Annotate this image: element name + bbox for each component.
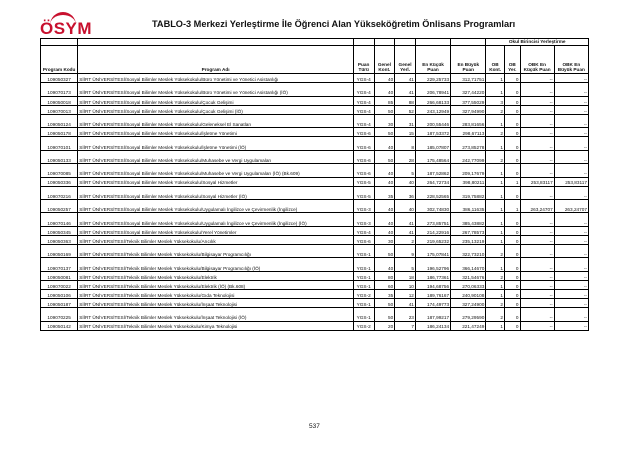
cell-genel-kont: 50 (374, 150, 395, 163)
cell-ob-yer: 0 (505, 150, 521, 163)
cell-ob-kont: 2 (486, 128, 505, 137)
cell-program-kodu: 109070022 (41, 280, 78, 289)
cell-obk-en-kucuk: -- (520, 289, 554, 298)
cell-obk-en-buyuk: -- (554, 150, 588, 163)
cell-obk-en-kucuk: 253,83117 (520, 177, 554, 186)
cell-en-buyuk-puan: 221,47249 (451, 321, 486, 330)
cell-puan-turu: YGS-3 (353, 200, 374, 213)
cell-en-kucuk-puan: 214,22916 (415, 226, 450, 235)
cell-ob-kont: 1 (486, 186, 505, 199)
cell-ob-yer: 0 (505, 83, 521, 96)
cell-ob-kont: 1 (486, 235, 505, 244)
cell-obk-en-kucuk: -- (520, 74, 554, 83)
cell-ob-kont: 3 (486, 96, 505, 105)
cell-en-kucuk-puan: 187,99217 (415, 308, 450, 321)
cell-puan-turu: YGS-4 (353, 83, 374, 96)
cell-obk-en-buyuk: -- (554, 164, 588, 177)
cell-en-buyuk-puan: 327,44220 (451, 83, 486, 96)
header-obk-en-kucuk: OBK En Küçük Puan (520, 46, 554, 74)
cell-obk-en-buyuk: -- (554, 321, 588, 330)
cell-ob-yer: 0 (505, 271, 521, 280)
cell-program-adi: SİİRT ÜNİVERSİTESİ/Teknik Bilimler Meslek Yüksekokulu/Kimya Teknolojisi (78, 321, 354, 330)
table-row (41, 280, 589, 289)
cell-genel-kont: 40 (374, 200, 395, 213)
cell-program-kodu: 109070101 (41, 137, 78, 150)
cell-genel-yerl: 9 (395, 244, 416, 257)
cell-ob-kont: 1 (486, 177, 505, 186)
table-row (41, 150, 589, 163)
cell-en-kucuk-puan: 228,52565 (415, 186, 450, 199)
cell-obk-en-kucuk: -- (520, 299, 554, 308)
cell-obk-en-buyuk: -- (554, 258, 588, 271)
cell-genel-yerl: 12 (395, 289, 416, 298)
cell-obk-en-buyuk: -- (554, 105, 588, 114)
cell-program-adi: SİİRT ÜNİVERSİTESİ/Sosyal Bilimler Meslek Yüksekokulu/Muhasebe ve Vergi Uygulamaları (78, 150, 354, 163)
cell-puan-turu: YGS-1 (353, 308, 374, 321)
cell-en-kucuk-puan: 196,52796 (415, 258, 450, 271)
cell-ob-yer: 0 (505, 105, 521, 114)
cell-puan-turu: YGS-6 (353, 150, 374, 163)
cell-genel-yerl: 41 (395, 83, 416, 96)
cell-en-buyuk-puan: 279,29590 (451, 308, 486, 321)
cell-en-kucuk-puan: 206,78941 (415, 83, 450, 96)
cell-obk-en-buyuk: -- (554, 235, 588, 244)
cell-genel-yerl: 36 (395, 186, 416, 199)
cell-ob-yer: 0 (505, 164, 521, 177)
cell-puan-turu: YGS-2 (353, 321, 374, 330)
cell-ob-yer: 0 (505, 96, 521, 105)
cell-en-kucuk-puan: 186,24134 (415, 321, 450, 330)
cell-program-kodu: 109070146 (41, 213, 78, 226)
cell-puan-turu: YGS-6 (353, 128, 374, 137)
cell-en-buyuk-puan: 319,75882 (451, 186, 486, 199)
cell-en-kucuk-puan: 302,74830 (415, 200, 450, 213)
cell-program-kodu: 109070173 (41, 83, 78, 96)
table-row (41, 321, 589, 330)
cell-program-kodu: 109050345 (41, 226, 78, 235)
cell-program-kodu: 109050124 (41, 114, 78, 127)
cell-genel-kont: 50 (374, 105, 395, 114)
cell-program-adi: SİİRT ÜNİVERSİTESİ/Teknik Bilimler Meslek Yüksekokulu/İnşaat Teknolojisi (İÖ) (78, 308, 354, 321)
cell-en-kucuk-puan: 185,07807 (415, 137, 450, 150)
cell-en-kucuk-puan: 187,52862 (415, 164, 450, 177)
cell-en-kucuk-puan: 194,68756 (415, 280, 450, 289)
header-genel-yerl: Genel Yerl. (395, 46, 416, 74)
cell-program-adi: SİİRT ÜNİVERSİTESİ/Teknik Bilimler Meslek Yüksekokulu/Elektrik (İÖ) (Bk.608) (78, 280, 354, 289)
cell-program-kodu: 109050133 (41, 150, 78, 163)
table-row (41, 299, 589, 308)
cell-obk-en-buyuk: -- (554, 83, 588, 96)
cell-program-adi: SİİRT ÜNİVERSİTESİ/Teknik Bilimler Meslek Yüksekokulu/Bilgisayar Programcılığı (İÖ) (78, 258, 354, 271)
cell-en-kucuk-puan: 175,07841 (415, 244, 450, 257)
page-title: TABLO-3 Merkezi Yerleştirme İle Öğrenci Alan Yükseköğretim Önlisans Programları (152, 19, 516, 29)
cell-ob-yer: 0 (505, 235, 521, 244)
logo-text: ÖSYM (40, 19, 93, 38)
cell-program-adi: SİİRT ÜNİVERSİTESİ/Sosyal Bilimler Meslek Yüksekokulu/Muhasebe ve Vergi Uygulamaları (İÖ) (Bk.609) (78, 164, 354, 177)
cell-puan-turu: YGS-5 (353, 186, 374, 199)
cell-en-buyuk-puan: 273,85278 (451, 137, 486, 150)
cell-ob-yer: 0 (505, 186, 521, 199)
cell-obk-en-buyuk: 263,24707 (554, 200, 588, 213)
header-en-buyuk-puan: En Büyük Puan (451, 46, 486, 74)
cell-program-adi: SİİRT ÜNİVERSİTESİ/Teknik Bilimler Meslek Yüksekokulu/İnşaat Teknolojisi (78, 299, 354, 308)
cell-ob-kont: 2 (486, 271, 505, 280)
cell-ob-yer: 0 (505, 128, 521, 137)
cell-ob-kont: 2 (486, 244, 505, 257)
table-row (41, 308, 589, 321)
cell-en-buyuk-puan: 267,78573 (451, 226, 486, 235)
cell-program-adi: SİİRT ÜNİVERSİTESİ/Teknik Bilimler Meslek Yüksekokulu/Elektrik (78, 271, 354, 280)
cell-genel-kont: 60 (374, 280, 395, 289)
cell-obk-en-kucuk: -- (520, 105, 554, 114)
header-en-kucuk-puan: En Küçük Puan (415, 46, 450, 74)
cell-genel-kont: 40 (374, 74, 395, 83)
cell-obk-en-buyuk: -- (554, 289, 588, 298)
table-row (41, 226, 589, 235)
cell-genel-yerl: 5 (395, 258, 416, 271)
table-row (41, 289, 589, 298)
cell-ob-kont: 2 (486, 308, 505, 321)
cell-ob-yer: 0 (505, 258, 521, 271)
cell-puan-turu: YGS-4 (353, 74, 374, 83)
table-row (41, 96, 589, 105)
cell-program-adi: SİİRT ÜNİVERSİTESİ/Sosyal Bilimler Meslek Yüksekokulu/Sosyal Hizmetler (İÖ) (78, 186, 354, 199)
cell-en-buyuk-puan: 386,11635 (451, 200, 486, 213)
table-row (41, 164, 589, 177)
cell-en-kucuk-puan: 175,48564 (415, 150, 450, 163)
group-header-okul-birincisi: Okul Birincisi Yerleştirme (486, 39, 589, 46)
cell-ob-yer: 0 (505, 213, 521, 226)
page-number: 537 (309, 423, 320, 430)
cell-puan-turu: YGS-4 (353, 105, 374, 114)
cell-ob-yer: 1 (505, 200, 521, 213)
cell-puan-turu: YGS-6 (353, 137, 374, 150)
cell-obk-en-buyuk: -- (554, 308, 588, 321)
cell-genel-yerl: 8 (395, 137, 416, 150)
cell-obk-en-kucuk: -- (520, 114, 554, 127)
cell-obk-en-kucuk: -- (520, 137, 554, 150)
cell-puan-turu: YGS-5 (353, 177, 374, 186)
cell-program-kodu: 109070216 (41, 186, 78, 199)
cell-genel-kont: 30 (374, 114, 395, 127)
cell-obk-en-buyuk: -- (554, 186, 588, 199)
cell-obk-en-kucuk: -- (520, 186, 554, 199)
cell-program-adi: SİİRT ÜNİVERSİTESİ/Sosyal Bilimler Meslek Yüksekokulu/Uygulamalı İngilizce ve Çevirmenlik (İngilizce) (78, 200, 354, 213)
cell-obk-en-kucuk: -- (520, 213, 554, 226)
cell-ob-kont: 1 (486, 137, 505, 150)
table-body (41, 74, 589, 330)
cell-ob-yer: 0 (505, 280, 521, 289)
cell-genel-kont: 80 (374, 271, 395, 280)
cell-program-kodu: 109050327 (41, 74, 78, 83)
cell-obk-en-kucuk: 263,24707 (520, 200, 554, 213)
cell-en-kucuk-puan: 174,49773 (415, 299, 450, 308)
cell-genel-yerl: 2 (395, 235, 416, 244)
cell-ob-kont: 1 (486, 200, 505, 213)
header-ob-kont: OB Kont. (486, 46, 505, 74)
cell-genel-kont: 40 (374, 213, 395, 226)
cell-en-buyuk-puan: 321,54676 (451, 271, 486, 280)
cell-program-kodu: 109050142 (41, 321, 78, 330)
cell-en-kucuk-puan: 243,12949 (415, 105, 450, 114)
cell-en-buyuk-puan: 385,43882 (451, 213, 486, 226)
cell-puan-turu: YGS-2 (353, 289, 374, 298)
cell-puan-turu: YGS-4 (353, 96, 374, 105)
header-puan-turu: Puan Türü (353, 46, 374, 74)
cell-genel-kont: 50 (374, 244, 395, 257)
cell-puan-turu: YGS-4 (353, 114, 374, 127)
cell-en-buyuk-puan: 298,67113 (451, 128, 486, 137)
cell-puan-turu: YGS-4 (353, 226, 374, 235)
cell-genel-yerl: 41 (395, 299, 416, 308)
cell-ob-kont: 1 (486, 258, 505, 271)
cell-obk-en-buyuk: -- (554, 128, 588, 137)
cell-obk-en-kucuk: -- (520, 128, 554, 137)
cell-en-kucuk-puan: 273,85751 (415, 213, 450, 226)
group-header-row (41, 39, 589, 46)
table-row (41, 114, 589, 127)
cell-ob-kont: 2 (486, 299, 505, 308)
cell-program-adi: SİİRT ÜNİVERSİTESİ/Sosyal Bilimler Meslek Yüksekokulu/Geleneksel El Sanatları (78, 114, 354, 127)
cell-program-kodu: 109050081 (41, 271, 78, 280)
cell-puan-turu: YGS-6 (353, 164, 374, 177)
cell-ob-kont: 1 (486, 226, 505, 235)
header-ob-yer: OB Yer. (505, 46, 521, 74)
cell-obk-en-buyuk: -- (554, 280, 588, 289)
cell-ob-kont: 1 (486, 164, 505, 177)
cell-program-kodu: 109050169 (41, 244, 78, 257)
cell-en-buyuk-puan: 235,13219 (451, 235, 486, 244)
programs-table (40, 38, 589, 331)
cell-en-kucuk-puan: 229,25733 (415, 74, 450, 83)
cell-en-kucuk-puan: 189,76167 (415, 289, 450, 298)
cell-program-adi: SİİRT ÜNİVERSİTESİ/Sosyal Bilimler Meslek Yüksekokulu/Yerel Yönetimler (78, 226, 354, 235)
cell-genel-yerl: 52 (395, 105, 416, 114)
cell-obk-en-buyuk: -- (554, 74, 588, 83)
cell-puan-turu: YGS-3 (353, 213, 374, 226)
cell-ob-yer: 0 (505, 74, 521, 83)
cell-program-adi: SİİRT ÜNİVERSİTESİ/Sosyal Bilimler Meslek Yüksekokulu/Uygulamalı İngilizce ve Çevirmenlik (İngilizce) (İÖ) (78, 213, 354, 226)
cell-obk-en-buyuk: -- (554, 96, 588, 105)
cell-program-kodu: 109050178 (41, 128, 78, 137)
cell-puan-turu: YGS-1 (353, 280, 374, 289)
cell-program-kodu: 109070225 (41, 308, 78, 321)
cell-genel-yerl: 18 (395, 271, 416, 280)
cell-en-buyuk-puan: 327,24900 (451, 299, 486, 308)
cell-en-buyuk-puan: 377,55029 (451, 96, 486, 105)
cell-obk-en-kucuk: -- (520, 271, 554, 280)
cell-en-kucuk-puan: 186,77361 (415, 271, 450, 280)
table-row (41, 177, 589, 186)
cell-en-buyuk-puan: 240,90108 (451, 289, 486, 298)
header-obk-en-buyuk: OBK En Büyük Puan (554, 46, 588, 74)
cell-ob-yer: 0 (505, 308, 521, 321)
header-program-kodu: Program Kodu (41, 46, 78, 74)
table-row (41, 137, 589, 150)
cell-en-kucuk-puan: 187,53372 (415, 128, 450, 137)
cell-genel-kont: 50 (374, 128, 395, 137)
cell-obk-en-kucuk: -- (520, 258, 554, 271)
table-row (41, 128, 589, 137)
cell-program-kodu: 109050363 (41, 235, 78, 244)
cell-genel-kont: 40 (374, 177, 395, 186)
cell-program-adi: SİİRT ÜNİVERSİTESİ/Teknik Bilimler Meslek Yüksekokulu/Gıda Teknolojisi (78, 289, 354, 298)
cell-program-adi: SİİRT ÜNİVERSİTESİ/Sosyal Bilimler Meslek Yüksekokulu/İşletme Yönetimi (İÖ) (78, 137, 354, 150)
cell-obk-en-buyuk: -- (554, 271, 588, 280)
column-header-row (41, 46, 589, 74)
cell-obk-en-kucuk: -- (520, 244, 554, 257)
cell-program-kodu: 109070013 (41, 105, 78, 114)
cell-program-adi: SİİRT ÜNİVERSİTESİ/Sosyal Bilimler Meslek Yüksekokulu/Büro Yönetimi ve Yönetici Asistanlığı (78, 74, 354, 83)
cell-puan-turu: YGS-1 (353, 271, 374, 280)
cell-en-buyuk-puan: 322,73210 (451, 244, 486, 257)
cell-genel-kont: 40 (374, 164, 395, 177)
cell-program-adi: SİİRT ÜNİVERSİTESİ/Teknik Bilimler Meslek Yüksekokulu/Bilgisayar Programcılığı (78, 244, 354, 257)
cell-program-adi: SİİRT ÜNİVERSİTESİ/Sosyal Bilimler Meslek Yüksekokulu/Çocuk Gelişimi (78, 96, 354, 105)
cell-puan-turu: YGS-1 (353, 299, 374, 308)
cell-genel-kont: 85 (374, 96, 395, 105)
cell-genel-yerl: 7 (395, 321, 416, 330)
cell-obk-en-buyuk: -- (554, 299, 588, 308)
cell-en-buyuk-puan: 242,77099 (451, 150, 486, 163)
cell-ob-kont: 1 (486, 280, 505, 289)
cell-genel-kont: 40 (374, 226, 395, 235)
cell-program-kodu: 109070085 (41, 164, 78, 177)
cell-ob-kont: 1 (486, 74, 505, 83)
cell-ob-kont: 1 (486, 321, 505, 330)
cell-obk-en-buyuk: -- (554, 137, 588, 150)
cell-en-buyuk-puan: 209,17679 (451, 164, 486, 177)
cell-genel-yerl: 23 (395, 308, 416, 321)
cell-program-adi: SİİRT ÜNİVERSİTESİ/Teknik Bilimler Meslek Yüksekokulu/Arıcılık (78, 235, 354, 244)
cell-genel-yerl: 28 (395, 150, 416, 163)
cell-genel-yerl: 41 (395, 226, 416, 235)
cell-genel-yerl: 41 (395, 213, 416, 226)
cell-ob-yer: 0 (505, 299, 521, 308)
table-row (41, 186, 589, 199)
cell-obk-en-buyuk: -- (554, 244, 588, 257)
cell-program-kodu: 109050018 (41, 96, 78, 105)
cell-en-buyuk-puan: 398,80211 (451, 177, 486, 186)
cell-program-kodu: 109070137 (41, 258, 78, 271)
cell-program-kodu: 109050257 (41, 200, 78, 213)
table-row (41, 200, 589, 213)
cell-en-kucuk-puan: 219,65232 (415, 235, 450, 244)
cell-en-kucuk-puan: 264,72734 (415, 177, 450, 186)
table-row (41, 74, 589, 83)
cell-obk-en-buyuk: -- (554, 213, 588, 226)
cell-program-adi: SİİRT ÜNİVERSİTESİ/Sosyal Bilimler Meslek Yüksekokulu/Büro Yönetimi ve Yönetici Asistanlığı (İÖ) (78, 83, 354, 96)
cell-genel-yerl: 5 (395, 164, 416, 177)
cell-obk-en-buyuk: -- (554, 114, 588, 127)
cell-program-kodu: 109050336 (41, 177, 78, 186)
cell-ob-yer: 0 (505, 137, 521, 150)
cell-genel-kont: 35 (374, 289, 395, 298)
cell-program-adi: SİİRT ÜNİVERSİTESİ/Sosyal Bilimler Meslek Yüksekokulu/Sosyal Hizmetler (78, 177, 354, 186)
cell-ob-yer: 0 (505, 114, 521, 127)
cell-ob-yer: 0 (505, 289, 521, 298)
cell-obk-en-kucuk: -- (520, 308, 554, 321)
cell-obk-en-kucuk: -- (520, 164, 554, 177)
cell-program-adi: SİİRT ÜNİVERSİTESİ/Sosyal Bilimler Meslek Yüksekokulu/Çocuk Gelişimi (İÖ) (78, 105, 354, 114)
cell-ob-yer: 1 (505, 177, 521, 186)
cell-obk-en-kucuk: -- (520, 235, 554, 244)
cell-en-kucuk-puan: 200,55446 (415, 114, 450, 127)
table-row (41, 244, 589, 257)
cell-genel-kont: 40 (374, 137, 395, 150)
cell-obk-en-kucuk: -- (520, 321, 554, 330)
cell-ob-kont: 1 (486, 213, 505, 226)
cell-en-buyuk-puan: 283,81656 (451, 114, 486, 127)
table-row (41, 235, 589, 244)
cell-puan-turu: YGS-1 (353, 258, 374, 271)
cell-ob-yer: 0 (505, 321, 521, 330)
table-row (41, 83, 589, 96)
osym-logo (40, 12, 100, 40)
cell-ob-kont: 1 (486, 114, 505, 127)
cell-obk-en-kucuk: -- (520, 96, 554, 105)
cell-en-buyuk-puan: 327,94990 (451, 105, 486, 114)
header-genel-kont: Genel Kont. (374, 46, 395, 74)
table-row (41, 105, 589, 114)
cell-genel-kont: 50 (374, 308, 395, 321)
cell-obk-en-buyuk: -- (554, 226, 588, 235)
cell-ob-kont: 2 (486, 150, 505, 163)
cell-ob-kont: 1 (486, 289, 505, 298)
cell-en-kucuk-puan: 266,68133 (415, 96, 450, 105)
cell-genel-yerl: 41 (395, 74, 416, 83)
cell-genel-kont: 30 (374, 235, 395, 244)
table-row (41, 258, 589, 271)
cell-program-kodu: 109050106 (41, 289, 78, 298)
cell-obk-en-kucuk: -- (520, 150, 554, 163)
table-row (41, 213, 589, 226)
cell-en-buyuk-puan: 270,06333 (451, 280, 486, 289)
table-row (41, 271, 589, 280)
cell-genel-kont: 20 (374, 321, 395, 330)
cell-puan-turu: YGS-6 (353, 235, 374, 244)
cell-ob-kont: 2 (486, 105, 505, 114)
cell-program-adi: SİİRT ÜNİVERSİTESİ/Sosyal Bilimler Meslek Yüksekokulu/İşletme Yönetimi (78, 128, 354, 137)
cell-en-buyuk-puan: 312,71751 (451, 74, 486, 83)
cell-puan-turu: YGS-1 (353, 244, 374, 257)
cell-en-buyuk-puan: 366,14670 (451, 258, 486, 271)
cell-genel-yerl: 40 (395, 177, 416, 186)
cell-ob-yer: 0 (505, 244, 521, 257)
cell-obk-en-kucuk: -- (520, 226, 554, 235)
cell-genel-kont: 40 (374, 258, 395, 271)
cell-genel-yerl: 40 (395, 200, 416, 213)
cell-genel-yerl: 10 (395, 280, 416, 289)
cell-obk-en-kucuk: -- (520, 280, 554, 289)
cell-ob-yer: 0 (505, 226, 521, 235)
cell-genel-yerl: 31 (395, 114, 416, 127)
cell-program-kodu: 109050187 (41, 299, 78, 308)
cell-genel-kont: 40 (374, 83, 395, 96)
cell-ob-kont: 1 (486, 83, 505, 96)
header-program-adi: Program Adı (78, 46, 354, 74)
cell-genel-yerl: 15 (395, 128, 416, 137)
cell-obk-en-buyuk: 253,83117 (554, 177, 588, 186)
cell-obk-en-kucuk: -- (520, 83, 554, 96)
cell-genel-yerl: 88 (395, 96, 416, 105)
cell-genel-kont: 50 (374, 299, 395, 308)
cell-genel-kont: 35 (374, 186, 395, 199)
